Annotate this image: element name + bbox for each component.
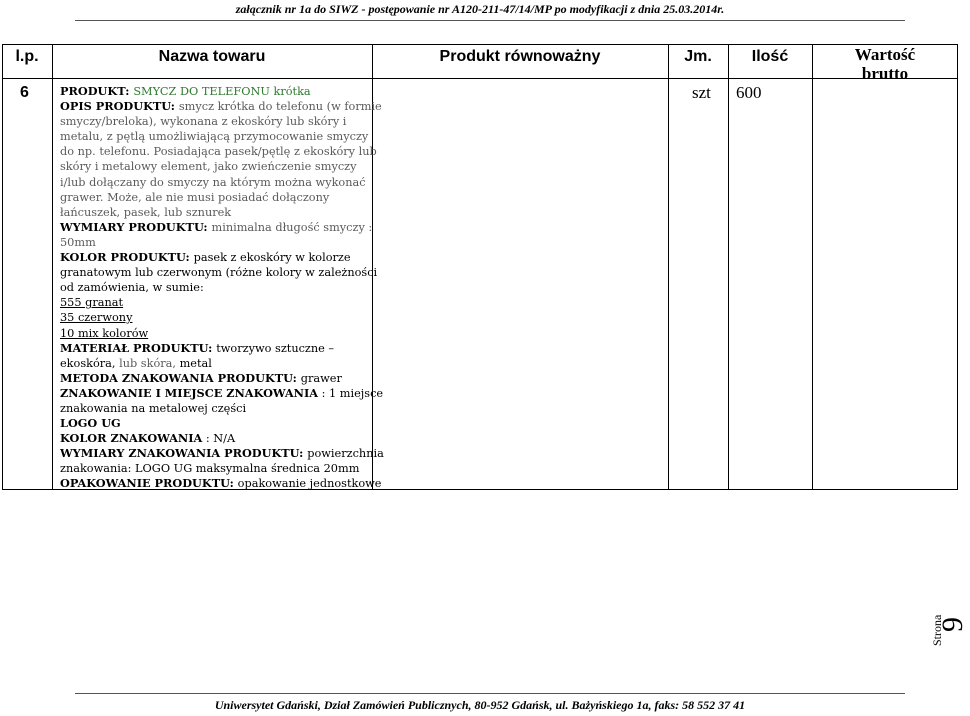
description-line bbox=[60, 159, 370, 174]
description-text: 50mm bbox=[60, 235, 96, 249]
description-line bbox=[60, 205, 370, 220]
row-number: 6 bbox=[20, 84, 29, 101]
column-header-value bbox=[812, 45, 958, 83]
column-header-equivalent: Produkt równoważny bbox=[439, 48, 601, 65]
description-text: i/lub dołączany do smyczy na którym można wykonać bbox=[60, 175, 366, 189]
description-text: OPIS PRODUKTU: bbox=[60, 99, 179, 114]
header-divider bbox=[75, 20, 905, 21]
description-line bbox=[60, 175, 370, 190]
description-line bbox=[60, 295, 370, 310]
document-footer: Uniwersytet Gdański, Dział Zamówień Publicznych, 80-952 Gdańsk, ul. Bażyńskiego 1a, faks: 58 552 37 41 bbox=[214, 698, 746, 712]
page-number: 9 bbox=[936, 617, 969, 632]
description-text: MATERIAŁ PRODUKTU: bbox=[60, 340, 217, 355]
document-header: załącznik nr 1a do SIWZ - postępowanie nr A120-211-47/14/MP po modyfikacji z dnia 25.03.2014r. bbox=[235, 2, 725, 16]
description-line bbox=[60, 356, 370, 371]
description-line bbox=[60, 385, 384, 401]
description-text: LOGO UG bbox=[60, 416, 121, 431]
column-header-unit: Jm. bbox=[684, 48, 712, 65]
column-header-value-line1: Wartość bbox=[854, 45, 916, 64]
description-text: granatowym lub czerwonym (różne kolory w zależności bbox=[60, 266, 378, 280]
description-line bbox=[60, 99, 382, 114]
description-text: smycz krótka do telefonu (w formie bbox=[178, 100, 382, 114]
description-line bbox=[60, 416, 370, 431]
column-divider bbox=[52, 44, 53, 490]
description-line bbox=[60, 401, 370, 416]
description-text: 35 czerwony bbox=[60, 311, 133, 325]
description-line bbox=[60, 114, 370, 129]
description-text: znakowania: LOGO UG maksymalna średnica 20mm bbox=[60, 462, 360, 476]
column-header-lp: l.p. bbox=[15, 48, 39, 65]
description-line bbox=[60, 219, 373, 235]
row-unit: szt bbox=[692, 83, 711, 102]
description-line bbox=[60, 310, 370, 325]
description-text: KOLOR PRODUKTU: bbox=[60, 250, 194, 265]
product-table bbox=[2, 44, 958, 490]
description-text: METODA ZNAKOWANIA PRODUKTU: bbox=[60, 370, 301, 385]
description-line bbox=[60, 144, 377, 159]
description-text: metal bbox=[175, 356, 212, 370]
description-text: opakowanie jednostkowe bbox=[237, 477, 382, 491]
column-divider bbox=[812, 44, 813, 490]
description-line bbox=[60, 446, 384, 461]
description-text: ZNAKOWANIE I MIEJSCE ZNAKOWANIA bbox=[60, 385, 319, 400]
description-text: grawer. Może, ale nie musi posiadać dołączony bbox=[60, 190, 330, 204]
description-text: KOLOR ZNAKOWANIA bbox=[60, 431, 203, 446]
product-description bbox=[60, 84, 384, 492]
description-line bbox=[60, 84, 370, 99]
description-text: ekoskóra, bbox=[60, 356, 120, 370]
description-text: WYMIARY PRODUKTU: bbox=[60, 219, 212, 234]
column-header-name: Nazwa towaru bbox=[158, 48, 266, 65]
column-header-value-line2: brutto bbox=[861, 64, 909, 83]
description-text: skóry i metalowy element, jako zwieńczenie smyczy bbox=[60, 160, 357, 174]
description-text: lub skóra, bbox=[119, 356, 176, 370]
description-line bbox=[60, 280, 370, 295]
description-text: 10 mix kolorów bbox=[60, 326, 149, 340]
footer-divider bbox=[75, 693, 905, 694]
page-number-label bbox=[916, 590, 969, 650]
description-text: minimalna długość smyczy : bbox=[211, 220, 373, 234]
description-line bbox=[60, 461, 370, 476]
description-text: grawer bbox=[300, 371, 342, 385]
description-text: pasek z ekoskóry w kolorze bbox=[193, 251, 351, 265]
description-text: PRODUKT: bbox=[60, 84, 134, 98]
description-text: WYMIARY ZNAKOWANIA PRODUKTU: bbox=[60, 446, 308, 461]
description-text: : 1 miejsce bbox=[318, 386, 384, 400]
description-text: znakowania na metalowej części bbox=[60, 401, 247, 415]
description-text: smyczy/breloka), wykonana z ekoskóry lub skóry i bbox=[60, 115, 347, 129]
description-line bbox=[60, 265, 378, 280]
description-text: 555 granat bbox=[60, 296, 124, 310]
description-text: łańcuszek, pasek, lub sznurek bbox=[60, 205, 232, 219]
description-text: SMYCZ DO TELEFONU krótka bbox=[133, 85, 311, 98]
description-line bbox=[60, 235, 370, 250]
column-divider bbox=[668, 44, 669, 490]
description-text: od zamówienia, w sumie: bbox=[60, 281, 204, 295]
description-text: metalu, z pętlą umożliwiającą przymocowanie smyczy bbox=[60, 130, 369, 144]
description-line bbox=[60, 476, 382, 491]
description-line bbox=[60, 129, 370, 144]
row-quantity: 600 bbox=[736, 83, 762, 102]
description-line bbox=[60, 250, 370, 265]
description-line bbox=[60, 431, 370, 446]
description-text: OPAKOWANIE PRODUKTU: bbox=[60, 476, 238, 491]
column-header-qty: Ilość bbox=[751, 48, 789, 65]
description-text: tworzywo sztuczne – bbox=[216, 341, 335, 355]
description-line bbox=[60, 341, 370, 356]
description-line bbox=[60, 371, 370, 386]
description-line bbox=[60, 326, 370, 341]
description-text: : N/A bbox=[202, 432, 236, 446]
description-text: powierzchnia bbox=[307, 447, 384, 461]
description-line bbox=[60, 190, 370, 205]
page-label-text: Strona bbox=[930, 614, 944, 646]
column-divider bbox=[728, 44, 729, 490]
description-text: do np. telefonu. Posiadająca pasek/pętlę z ekoskóry lub bbox=[60, 145, 377, 159]
